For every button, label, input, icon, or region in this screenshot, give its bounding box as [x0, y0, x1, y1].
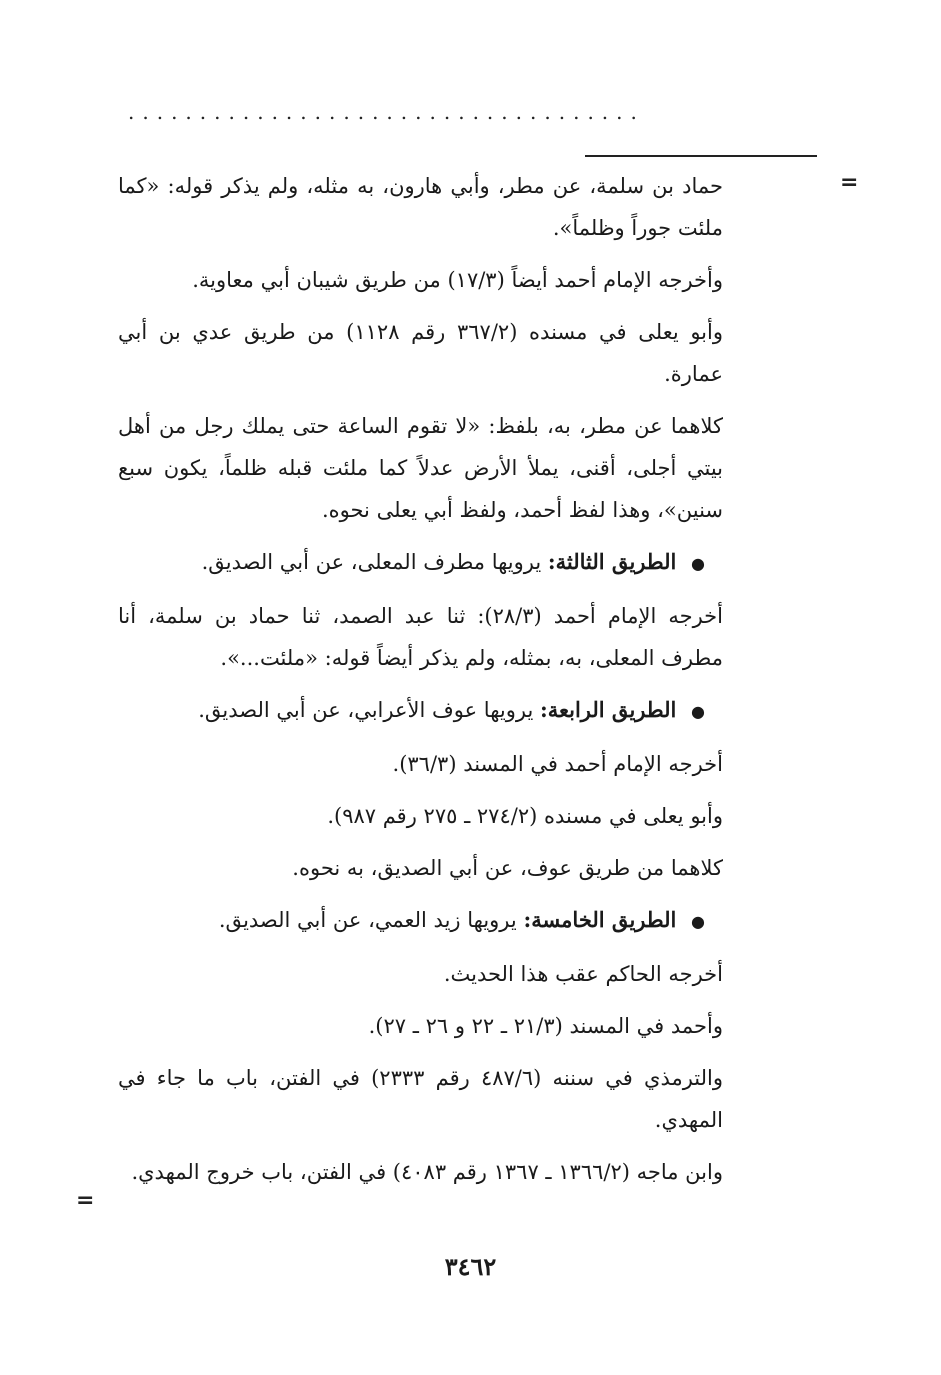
paragraph: وأحمد في المسند (٢١/٣ ـ ٢٢ و ٢٦ ـ ٢٧).	[368, 1014, 723, 1038]
paragraph: أخرجه الإمام أحمد في المسند (٣٦/٣).	[392, 752, 723, 776]
paragraph: حماد بن سلمة، عن مطر، وأبي هارون، به مثله، ولم يذكر قوله: «كما ملئت جوراً وظلماً».	[118, 174, 723, 240]
paragraph: وأبو يعلى في مسنده (٣٦٧/٢ رقم ١١٢٨) من طريق عدي بن أبي عمارة.	[118, 320, 723, 386]
paragraph: وابن ماجه (١٣٦٦/٢ ـ ١٣٦٧ رقم ٤٠٨٣) في الفتن، باب خروج المهدي.	[131, 1160, 723, 1184]
route-three-heading-line	[118, 541, 723, 585]
header-dotted-line: ....................................	[128, 100, 645, 124]
paragraph: وأخرجه الإمام أحمد أيضاً (١٧/٣) من طريق شيبان أبي معاوية.	[192, 268, 723, 292]
route-four-title: الطريق الرابعة:	[539, 697, 677, 722]
paragraph: كلاهما من طريق عوف، عن أبي الصديق، به نحوه.	[292, 856, 723, 880]
route-four-heading-line	[118, 689, 723, 733]
bullet-icon: ●	[691, 554, 705, 573]
route-five-title: الطريق الخامسة:	[523, 907, 677, 932]
route-five-heading-line	[118, 899, 723, 943]
margin-continuation-mark-top: =	[840, 170, 859, 195]
bullet-icon: ●	[691, 912, 705, 931]
footnote-body	[118, 165, 723, 1203]
paragraph: أخرجه الحاكم عقب هذا الحديث.	[443, 962, 723, 986]
route-three-text: يرويها مطرف المعلى، عن أبي الصديق.	[201, 550, 542, 574]
paragraph: والترمذي في سننه (٤٨٧/٦ رقم ٢٣٣٣) في الفتن، باب ما جاء في المهدي.	[118, 1066, 724, 1132]
footnote-separator-rule	[585, 155, 817, 157]
margin-continuation-mark-bottom: =	[76, 1188, 95, 1213]
route-three-title: الطريق الثالثة:	[547, 549, 677, 574]
page-number: ٣٤٦٢	[444, 1252, 497, 1281]
bullet-icon: ●	[691, 702, 705, 721]
paragraph: كلاهما عن مطر، به، بلفظ: «لا تقوم الساعة حتى يملك رجل من أهل بيتي أجلى، أقنى، يملأ الأرض عدلاً كما ملئت قبله ظلماً، يكون سبع سنين»، وهذا لفظ أحمد، ولفظ أبي يعلى نحوه.	[118, 414, 723, 522]
paragraph: وأبو يعلى في مسنده (٢٧٤/٢ ـ ٢٧٥ رقم ٩٨٧).	[327, 804, 723, 828]
paragraph: أخرجه الإمام أحمد (٢٨/٣): ثنا عبد الصمد، ثنا حماد بن سلمة، أنا مطرف المعلى، به، بمثله، ولم يذكر أيضاً قوله: «ملئت...».	[118, 604, 723, 670]
route-five-text: يرويها زيد العمي، عن أبي الصديق.	[218, 908, 517, 932]
route-four-text: يرويها عوف الأعرابي، عن أبي الصديق.	[198, 698, 534, 722]
